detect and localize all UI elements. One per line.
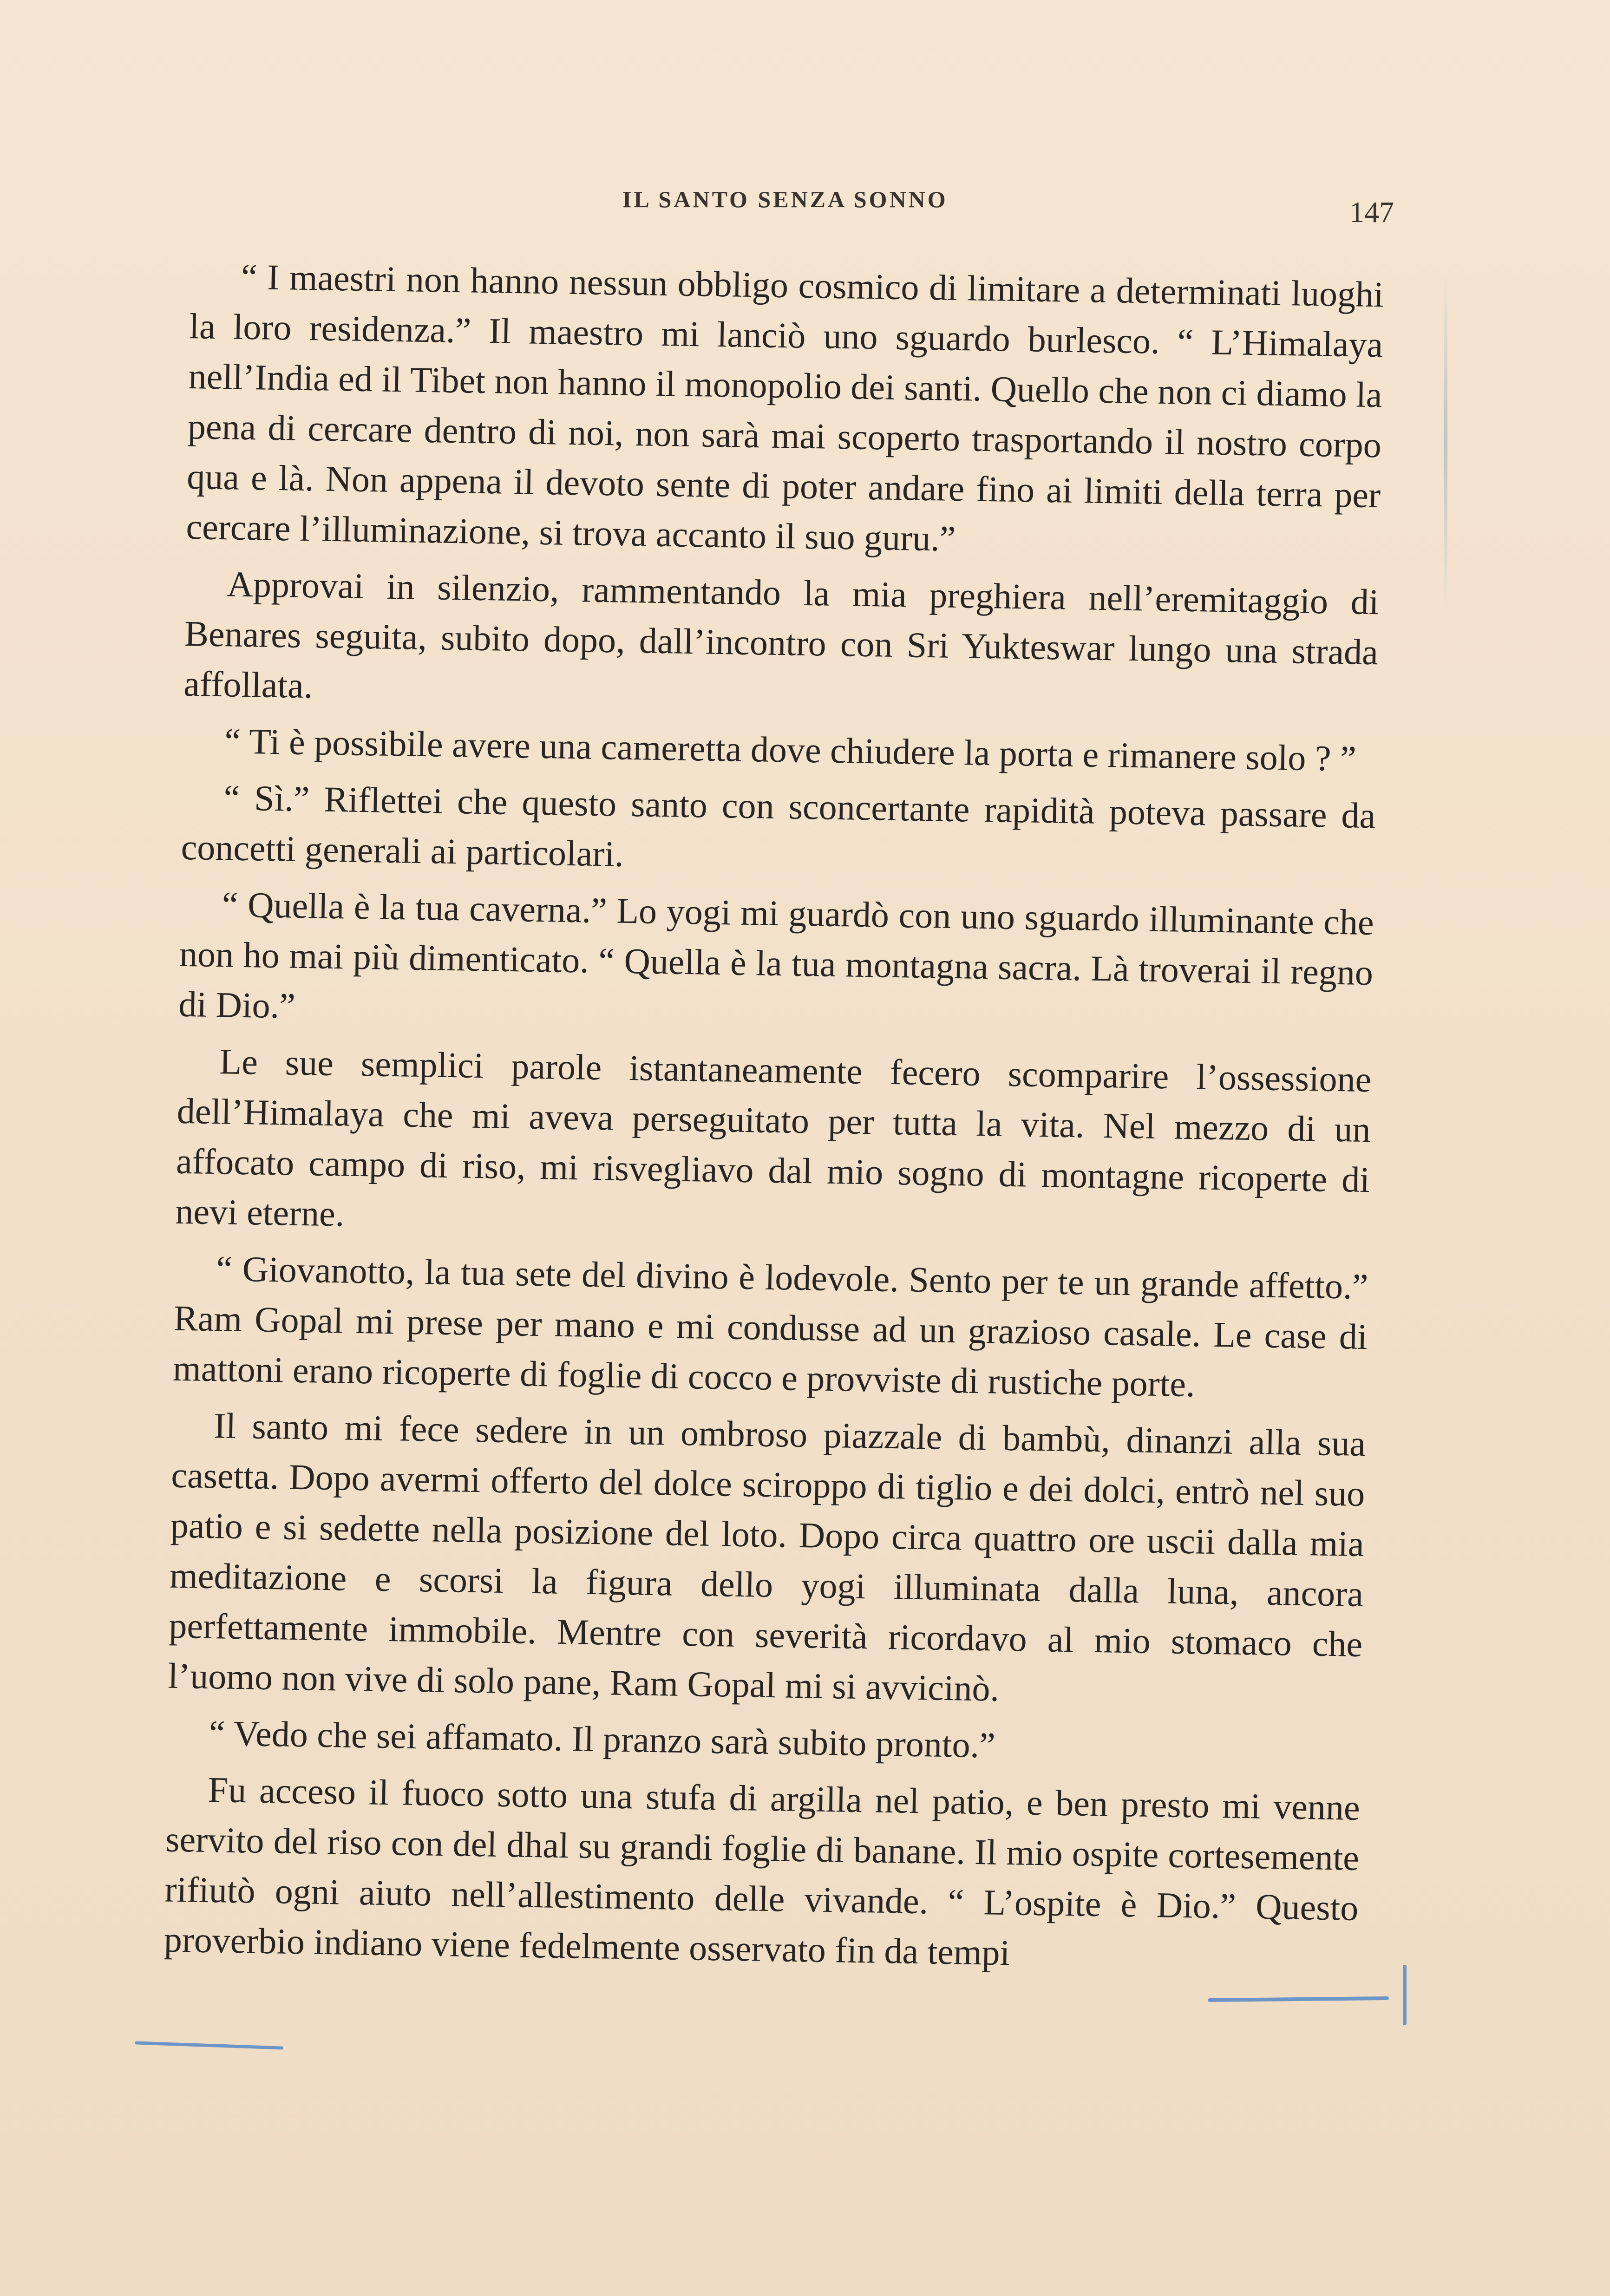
paragraph: “ Quella è la tua caverna.” Lo yogi mi guardò con uno sguardo illuminante che non ho mai più dimenticato. “ Quella è la tua montagna sacra. Là troverai il regno di Dio.” <box>178 884 1374 1026</box>
body-text <box>164 251 1384 1990</box>
pen-underline <box>1208 1996 1389 2002</box>
paragraph: “ Ti è possibile avere una cameretta dove chiudere la porta e rimanere solo ? ” <box>224 720 1357 779</box>
pen-underline <box>135 2041 283 2049</box>
page-number: 147 <box>1349 196 1394 229</box>
paragraph: Le sue semplici parole istantaneamente fecero scomparire l’ossessione dell’Himalaya che mi aveva perseguitato per tutta la vita. Nel mezzo di un affocato campo di riso, mi risvegliavo dal mio sogno di montagne ricoperte di nevi eterne. <box>175 1041 1372 1234</box>
paragraph: “ I maestri non hanno nessun obbligo cosmico di limitare a determinati luoghi la loro residenza.” Il maestro mi lanciò uno sguardo burlesco. “ L’Himalaya nell’India ed il Tibet non hanno il monopolio dei santi. Quello che non ci diamo la pena di cercare dentro di noi, non sarà mai scoperto trasportando il nostro corpo qua e là. Non appena il devoto sente di poter andare fino ai limiti della terra per cercare l’illuminazione, si trova accanto il suo guru.” <box>185 256 1384 559</box>
paragraph: “ Giovanotto, la tua sete del divino è lodevole. Sento per te un grande affetto.” Ram Gopal mi prese per mano e mi condusse ad un grazioso casale. Le case di mattoni erano ricoperte di foglie di cocco e provviste di rustiche porte. <box>172 1248 1368 1405</box>
paragraph: “ Vedo che sei affamato. Il pranzo sarà subito pronto.” <box>209 1713 996 1766</box>
paragraph: “ Sì.” Riflettei che questo santo con sconcertante rapidità poteva passare da concetti generali ai particolari. <box>181 777 1376 874</box>
paragraph: Il santo mi fece sedere in un ombroso piazzale di bambù, dinanzi alla sua casetta. Dopo avermi offerto del dolce sciroppo di tiglio e dei dolci, entrò nel suo patio e si sedette nella posizione del loto. Dopo circa quattro ore uscii dalla mia meditazione e scorsi la figura dello yogi illuminata dalla luna, ancora perfettamente immobile. Mentre con severità ricordavo al mio stomaco che l’uomo non vive di solo pane, Ram Gopal mi si avvicinò. <box>168 1405 1366 1709</box>
margin-pen-tick <box>1403 1965 1407 2025</box>
paragraph: Fu acceso il fuoco sotto una stufa di argilla nel patio, e ben presto mi venne servito del riso con del dhal su grandi foglie di banane. Il mio ospite cortesemente rifiutò ogni aiuto nell’allestimento delle vivande. “ L’ospite è Dio.” Questo proverbio indiano viene fedelmente osservato fin da tempi <box>164 1769 1361 1973</box>
paragraph: Approvai in silenzio, rammentando la mia preghiera nell’eremitaggio di Benares seguita, subito dopo, dall’incontro con Sri Yukteswar lungo una strada affollata. <box>183 563 1380 706</box>
margin-pencil-mark <box>1444 274 1447 608</box>
running-title: IL SANTO SENZA SONNO <box>622 186 948 212</box>
